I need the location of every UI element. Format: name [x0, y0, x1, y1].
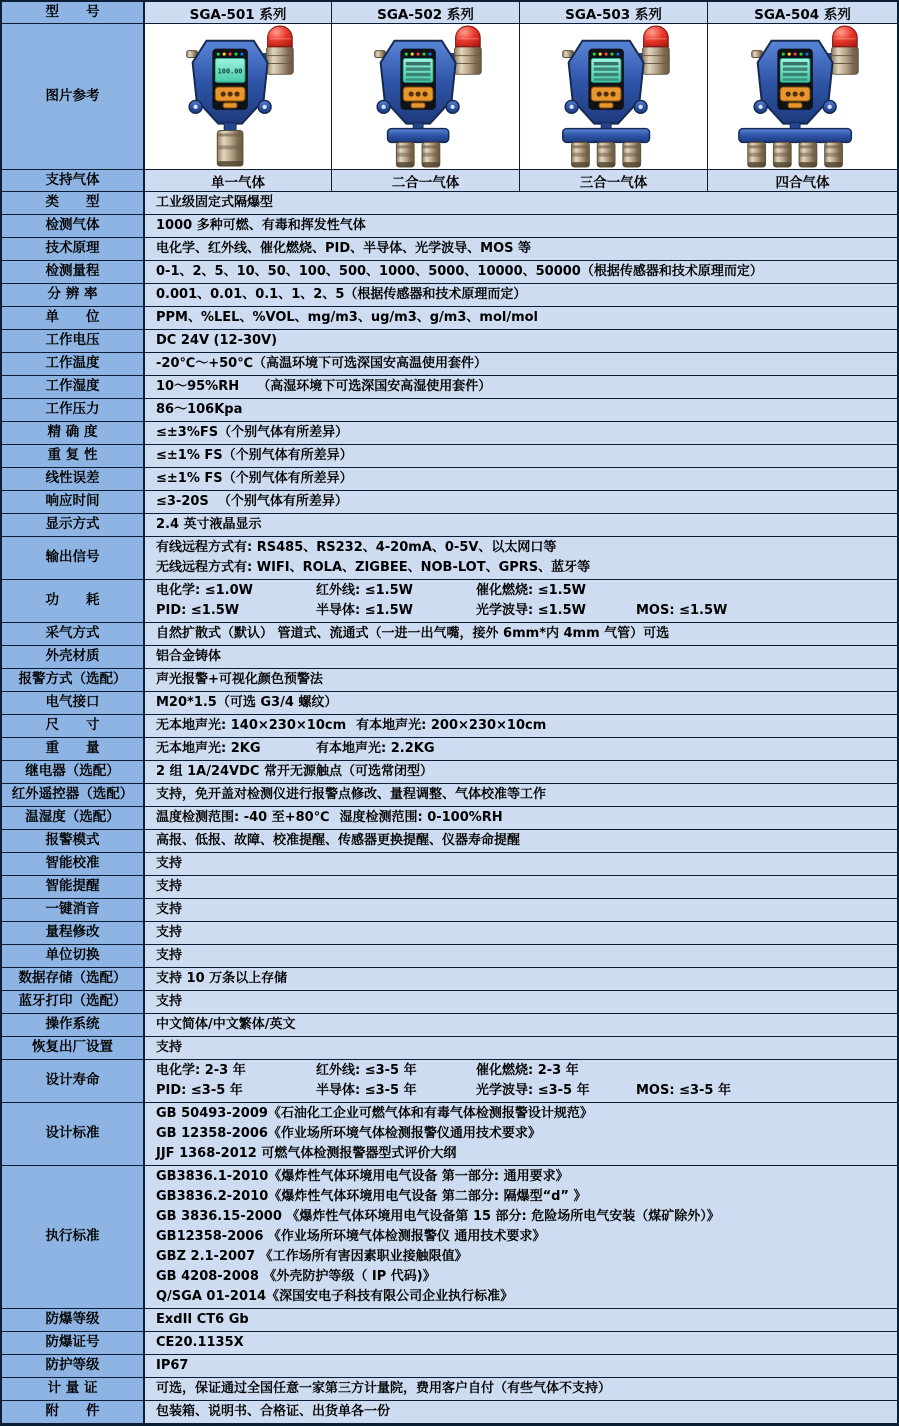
spec-row-value [145, 1060, 897, 1103]
spec-value-segment: IP67 [156, 1358, 189, 1373]
spec-row [2, 646, 897, 669]
spec-value-segment: 支持，免开盖对检测仪进行报警点修改、量程调整、气体校准等工作 [156, 787, 547, 802]
spec-value-line [156, 239, 891, 259]
spec-row [2, 715, 897, 738]
spec-row-label: 计 量 证 [2, 1378, 145, 1401]
spec-row [2, 537, 897, 580]
spec-row-value [145, 537, 897, 580]
spec-row-label: 量程修改 [2, 922, 145, 945]
spec-value-line [156, 469, 891, 489]
spec-value-segment: 2.4 英寸液晶显示 [156, 517, 262, 532]
spec-row-value [145, 399, 897, 422]
spec-row-value [145, 876, 897, 899]
spec-value-line [156, 515, 891, 535]
spec-value-line [156, 1167, 891, 1187]
spec-value-line [156, 538, 891, 558]
spec-value-line [156, 1207, 891, 1227]
spec-row [2, 876, 897, 899]
spec-row-label: 防爆证号 [2, 1332, 145, 1355]
spec-row-value [145, 514, 897, 537]
spec-value-segment: 1000 多种可燃、有毒和挥发性气体 [156, 218, 366, 233]
spec-value-segment: 有本地声光: 200×230×10cm [356, 718, 547, 733]
spec-value-line [156, 1267, 891, 1287]
spec-row [2, 1037, 897, 1060]
spec-value-segment: -20℃～+50℃（高温环境下可选深国安高温使用套件） [156, 356, 487, 371]
spec-row-label: 精 确 度 [2, 422, 145, 445]
spec-row-label: 工作湿度 [2, 376, 145, 399]
spec-row-label: 报警模式 [2, 830, 145, 853]
spec-value-segment: 红外线: ≤1.5W [316, 583, 413, 598]
spec-value-segment: PID: ≤3-5 年 [156, 1083, 243, 1098]
spec-value-segment: GB 12358-2006《作业场所环境气体检测报警仪通用技术要求》 [156, 1126, 541, 1141]
spec-row-value [145, 1103, 897, 1166]
spec-row-value [145, 784, 897, 807]
spec-value-segment: 支持 [156, 856, 183, 871]
spec-row-value [145, 968, 897, 991]
spec-row-label: 电气接口 [2, 692, 145, 715]
spec-row [2, 968, 897, 991]
spec-value-segment: JJF 1368-2012 可燃气体检测报警器型式评价大纲 [156, 1146, 457, 1161]
spec-value-segment: 电化学: ≤1.0W [156, 583, 253, 598]
gas-detector-icon [336, 25, 516, 169]
spec-row-label: 功 耗 [2, 580, 145, 623]
product-image-sga-503 [520, 24, 708, 170]
spec-value-line [156, 900, 891, 920]
spec-value-line [156, 808, 891, 828]
spec-row-label: 操作系统 [2, 1014, 145, 1037]
spec-row [2, 1166, 897, 1309]
spec-value-line [156, 1187, 891, 1207]
spec-value-segment: 温度检测范围: -40 至+80℃ [156, 810, 330, 825]
spec-value-segment: ≤3-20S （个别气体有所差异） [156, 494, 348, 509]
spec-value-segment: 支持 [156, 925, 183, 940]
spec-row [2, 1309, 897, 1332]
spec-row [2, 669, 897, 692]
spec-row-label: 采气方式 [2, 623, 145, 646]
spec-value-segment: Q/SGA 01-2014《深国安电子科技有限公司企业执行标准》 [156, 1289, 514, 1304]
spec-value-line [156, 854, 891, 874]
spec-value-line [156, 1038, 891, 1058]
spec-value-segment: 自然扩散式（默认） 管道式、流通式（一进一出气嘴，接外 6mm*内 4mm 气管）可选 [156, 626, 670, 641]
spec-value-segment: 铝合金铸体 [156, 649, 222, 664]
spec-value-segment: 催化燃烧: 2-3 年 [476, 1063, 579, 1078]
spec-row [2, 399, 897, 422]
spec-value-segment: 支持 10 万条以上存储 [156, 971, 288, 986]
spec-row [2, 1378, 897, 1401]
spec-row [2, 580, 897, 623]
spec-value-segment: 半导体: ≤3-5 年 [316, 1083, 417, 1098]
spec-value-segment: GB3836.2-2010《爆炸性气体环境用电气设备 第二部分: 隔爆型“d” 》 [156, 1189, 587, 1204]
spec-row-value [145, 1355, 897, 1378]
spec-value-line [156, 262, 891, 282]
supported-gas-label: 支持气体 [2, 170, 145, 192]
spec-row [2, 899, 897, 922]
spec-row [2, 1355, 897, 1378]
spec-row-label: 设计寿命 [2, 1060, 145, 1103]
spec-row-value [145, 761, 897, 784]
spec-row [2, 238, 897, 261]
spec-value-segment: 光学波导: ≤3-5 年 [476, 1083, 590, 1098]
spec-value-line [156, 1104, 891, 1124]
spec-value-segment: GBZ 2.1-2007 《工作场所有害因素职业接触限值》 [156, 1249, 468, 1264]
spec-row-value [145, 807, 897, 830]
spec-row-value [145, 1037, 897, 1060]
spec-row-value [145, 1332, 897, 1355]
spec-row-value [145, 1014, 897, 1037]
spec-value-segment: 红外线: ≤3-5 年 [316, 1063, 417, 1078]
spec-value-segment: M20*1.5（可选 G3/4 螺纹） [156, 695, 338, 710]
spec-value-segment: 高报、低报、故障、校准提醒、传感器更换提醒、仪器寿命提醒 [156, 833, 521, 848]
spec-value-line [156, 762, 891, 782]
spec-value-segment: 86～106Kpa [156, 402, 243, 417]
spec-row [2, 215, 897, 238]
spec-row [2, 1401, 897, 1424]
spec-row-label: 类 型 [2, 192, 145, 215]
spec-value-segment: 有本地声光: 2.2KG [316, 741, 435, 756]
spec-row-label: 检测量程 [2, 261, 145, 284]
spec-row-value [145, 830, 897, 853]
spec-row-label: 执行标准 [2, 1166, 145, 1309]
spec-value-line [156, 670, 891, 690]
spec-value-segment: 工业级固定式隔爆型 [156, 195, 274, 210]
spec-row-value [145, 646, 897, 669]
spec-value-line [156, 716, 891, 736]
spec-row-label: 温湿度（选配） [2, 807, 145, 830]
spec-row-value [145, 738, 897, 761]
spec-value-line [156, 1015, 891, 1035]
spec-row-label: 检测气体 [2, 215, 145, 238]
spec-value-segment: GB 50493-2009《石油化工企业可燃气体和有毒气体检测报警设计规范》 [156, 1106, 593, 1121]
spec-row [2, 1103, 897, 1166]
spec-value-line [156, 923, 891, 943]
model-header-sga-501: SGA-501 系列 [145, 2, 332, 24]
spec-value-segment: 10～95%RH （高湿环境下可选深国安高湿使用套件） [156, 379, 492, 394]
spec-value-segment: 支持 [156, 994, 183, 1009]
spec-row-label: 设计标准 [2, 1103, 145, 1166]
supported-gas-sga-503: 三合一气体 [520, 170, 708, 192]
spec-row [2, 307, 897, 330]
spec-row [2, 807, 897, 830]
spec-value-line [156, 1356, 891, 1376]
spec-row [2, 1332, 897, 1355]
spec-value-line [156, 1310, 891, 1330]
spec-row [2, 922, 897, 945]
spec-value-segment: 0.001、0.01、0.1、1、2、5（根据传感器和技术原理而定） [156, 287, 527, 302]
spec-value-line [156, 354, 891, 374]
spec-row-value [145, 1378, 897, 1401]
spec-row-label: 单 位 [2, 307, 145, 330]
spec-value-segment: 电化学、红外线、催化燃烧、PID、半导体、光学波导、MOS 等 [156, 241, 532, 256]
spec-value-segment: MOS: ≤3-5 年 [636, 1083, 731, 1098]
supported-gas-sga-502: 二合一气体 [332, 170, 520, 192]
spec-row-value [145, 623, 897, 646]
spec-row-value [145, 1401, 897, 1424]
spec-value-segment: 电化学: 2-3 年 [156, 1063, 246, 1078]
spec-row-value [145, 491, 897, 514]
spec-row-label: 重 量 [2, 738, 145, 761]
spec-value-segment: 光学波导: ≤1.5W [476, 603, 586, 618]
spec-row [2, 261, 897, 284]
model-header-sga-504: SGA-504 系列 [708, 2, 897, 24]
supported-gas-sga-504: 四合气体 [708, 170, 897, 192]
spec-row-label: 智能校准 [2, 853, 145, 876]
spec-row-label: 报警方式（选配） [2, 669, 145, 692]
spec-row [2, 491, 897, 514]
model-header-sga-502: SGA-502 系列 [332, 2, 520, 24]
spec-row [2, 192, 897, 215]
spec-row [2, 1014, 897, 1037]
spec-value-line [156, 946, 891, 966]
spec-row [2, 830, 897, 853]
spec-row-label: 红外遥控器（选配） [2, 784, 145, 807]
spec-row-label: 恢复出厂设置 [2, 1037, 145, 1060]
spec-value-line [156, 1333, 891, 1353]
spec-value-line [156, 377, 891, 397]
spec-row-label: 工作电压 [2, 330, 145, 353]
spec-row-label: 输出信号 [2, 537, 145, 580]
spec-row-label: 单位切换 [2, 945, 145, 968]
spec-row-value [145, 922, 897, 945]
spec-row-label: 技术原理 [2, 238, 145, 261]
header-row [2, 2, 897, 24]
spec-row-label: 尺 寸 [2, 715, 145, 738]
spec-row-value [145, 330, 897, 353]
supported-gas-row [2, 170, 897, 192]
spec-row-label: 工作压力 [2, 399, 145, 422]
spec-row [2, 514, 897, 537]
gas-detector-icon [713, 25, 893, 169]
gas-detector-icon [148, 25, 328, 169]
spec-row-value [145, 445, 897, 468]
image-reference-row [2, 24, 897, 170]
spec-value-segment: PPM、%LEL、%VOL、mg/m3、ug/m3、g/m3、mol/mol [156, 310, 539, 325]
product-image-sga-504 [708, 24, 897, 170]
spec-value-line [156, 1144, 891, 1164]
spec-value-line [156, 558, 891, 578]
spec-row [2, 376, 897, 399]
spec-value-segment: 有线远程方式有: RS485、RS232、4-20mA、0-5V、以太网口等 [156, 540, 557, 555]
spec-row [2, 784, 897, 807]
spec-value-segment: ≤±1% FS（个别气体有所差异） [156, 448, 353, 463]
spec-value-line [156, 446, 891, 466]
spec-row-value [145, 215, 897, 238]
spec-row-value [145, 261, 897, 284]
spec-value-line [156, 308, 891, 328]
spec-row-value [145, 1309, 897, 1332]
spec-value-segment: 声光报警+可视化颜色预警法 [156, 672, 323, 687]
spec-row-label: 防爆等级 [2, 1309, 145, 1332]
spec-value-line [156, 601, 891, 621]
spec-row-label: 一键消音 [2, 899, 145, 922]
spec-value-segment: 支持 [156, 902, 183, 917]
spec-row [2, 353, 897, 376]
spec-rows-container [2, 192, 897, 1424]
spec-value-line [156, 1379, 891, 1399]
spec-value-segment: ≤±3%FS（个别气体有所差异） [156, 425, 349, 440]
spec-value-segment: 0-1、2、5、10、50、100、500、1000、5000、10000、50000（根据传感器和技术原理而定） [156, 264, 763, 279]
spec-row-value [145, 307, 897, 330]
spec-value-line [156, 193, 891, 213]
spec-row [2, 853, 897, 876]
spec-row-label: 附 件 [2, 1401, 145, 1424]
spec-value-line [156, 647, 891, 667]
spec-value-line [156, 1227, 891, 1247]
spec-value-line [156, 624, 891, 644]
spec-value-line [156, 877, 891, 897]
spec-value-line [156, 331, 891, 351]
spec-value-segment: GB12358-2006 《作业场所环境气体检测报警仪 通用技术要求》 [156, 1229, 546, 1244]
spec-row-label: 响应时间 [2, 491, 145, 514]
spec-value-segment: GB3836.1-2010《爆炸性气体环境用电气设备 第一部分: 通用要求》 [156, 1169, 569, 1184]
spec-value-line [156, 1061, 891, 1081]
spec-value-line [156, 739, 891, 759]
spec-row-label: 数据存储（选配） [2, 968, 145, 991]
spec-row-label: 重 复 性 [2, 445, 145, 468]
spec-value-segment: CE20.1135X [156, 1335, 244, 1350]
spec-value-line [156, 492, 891, 512]
spec-value-segment: 2 组 1A/24VDC 常开无源触点（可选常闭型） [156, 764, 433, 779]
spec-row-label: 工作温度 [2, 353, 145, 376]
spec-row-value [145, 422, 897, 445]
spec-value-segment: 湿度检测范围: 0-100%RH [339, 810, 503, 825]
gas-detector-icon [524, 25, 704, 169]
spec-row-label: 显示方式 [2, 514, 145, 537]
spec-row-label: 分 辨 率 [2, 284, 145, 307]
spec-row [2, 330, 897, 353]
spec-row [2, 991, 897, 1014]
spec-row-value [145, 238, 897, 261]
spec-value-segment: 无本地声光: 2KG [156, 741, 261, 756]
spec-row-value [145, 853, 897, 876]
spec-row-value [145, 580, 897, 623]
spec-row-value [145, 715, 897, 738]
spec-row-value [145, 1166, 897, 1309]
spec-value-line [156, 1247, 891, 1267]
spec-row [2, 468, 897, 491]
spec-value-segment: 催化燃烧: ≤1.5W [476, 583, 586, 598]
spec-value-segment: 无线远程方式有: WIFI、ROLA、ZIGBEE、NOB-LOT、GPRS、蓝牙等 [156, 560, 591, 575]
supported-gas-sga-501: 单一气体 [145, 170, 332, 192]
spec-row-value [145, 192, 897, 215]
product-image-sga-501 [145, 24, 332, 170]
spec-row-value [145, 376, 897, 399]
spec-row-value [145, 284, 897, 307]
spec-row-value [145, 669, 897, 692]
spec-value-segment: PID: ≤1.5W [156, 603, 240, 618]
spec-row-value [145, 945, 897, 968]
spec-value-line [156, 216, 891, 236]
spec-value-line [156, 969, 891, 989]
spec-value-segment: 支持 [156, 879, 183, 894]
model-row-label: 型 号 [2, 2, 145, 24]
spec-value-segment: 支持 [156, 1040, 183, 1055]
spec-row-label: 蓝牙打印（选配） [2, 991, 145, 1014]
product-image-sga-502 [332, 24, 520, 170]
spec-value-segment: 包装箱、说明书、合格证、出货单各一份 [156, 1404, 391, 1419]
spec-row [2, 945, 897, 968]
spec-row-value [145, 353, 897, 376]
spec-row [2, 761, 897, 784]
spec-value-line [156, 992, 891, 1012]
spec-row-value [145, 468, 897, 491]
spec-value-segment: ExdII CT6 Gb [156, 1312, 249, 1327]
spec-row [2, 284, 897, 307]
spec-value-line [156, 785, 891, 805]
spec-row [2, 445, 897, 468]
spec-value-segment: 中文简体/中文繁体/英文 [156, 1017, 296, 1032]
spec-value-segment: 可选，保证通过全国任意一家第三方计量院，费用客户自付（有些气体不支持） [156, 1381, 612, 1396]
spec-row-label: 防护等级 [2, 1355, 145, 1378]
spec-value-line [156, 285, 891, 305]
spec-value-segment: 支持 [156, 948, 183, 963]
spec-value-segment: 半导体: ≤1.5W [316, 603, 413, 618]
spec-row [2, 623, 897, 646]
spec-row-value [145, 899, 897, 922]
spec-row [2, 422, 897, 445]
model-header-sga-503: SGA-503 系列 [520, 2, 708, 24]
spec-value-line [156, 831, 891, 851]
spec-value-line [156, 1081, 891, 1101]
spec-row-value [145, 991, 897, 1014]
svg-text:100.00: 100.00 [217, 66, 243, 75]
spec-value-segment: DC 24V (12-30V) [156, 333, 278, 348]
spec-value-line [156, 581, 891, 601]
spec-row [2, 692, 897, 715]
spec-row-label: 继电器（选配） [2, 761, 145, 784]
spec-value-line [156, 1287, 891, 1307]
spec-row [2, 1060, 897, 1103]
spec-row [2, 738, 897, 761]
spec-value-segment: ≤±1% FS（个别气体有所差异） [156, 471, 353, 486]
spec-value-line [156, 400, 891, 420]
image-row-label: 图片参考 [2, 24, 145, 170]
spec-value-segment: GB 3836.15-2000 《爆炸性气体环境用电气设备第 15 部分: 危险场所电气安装（煤矿除外）》 [156, 1209, 720, 1224]
spec-value-segment: MOS: ≤1.5W [636, 603, 728, 618]
spec-value-line [156, 693, 891, 713]
spec-row-label: 线性误差 [2, 468, 145, 491]
spec-value-segment: GB 4208-2008 《外壳防护等级（ IP 代码)》 [156, 1269, 436, 1284]
spec-value-line [156, 1124, 891, 1144]
spec-value-line [156, 1402, 891, 1422]
spec-value-line [156, 423, 891, 443]
spec-row-label: 外壳材质 [2, 646, 145, 669]
spec-row-value [145, 692, 897, 715]
spec-row-label: 智能提醒 [2, 876, 145, 899]
spec-value-segment: 无本地声光: 140×230×10cm [156, 718, 347, 733]
